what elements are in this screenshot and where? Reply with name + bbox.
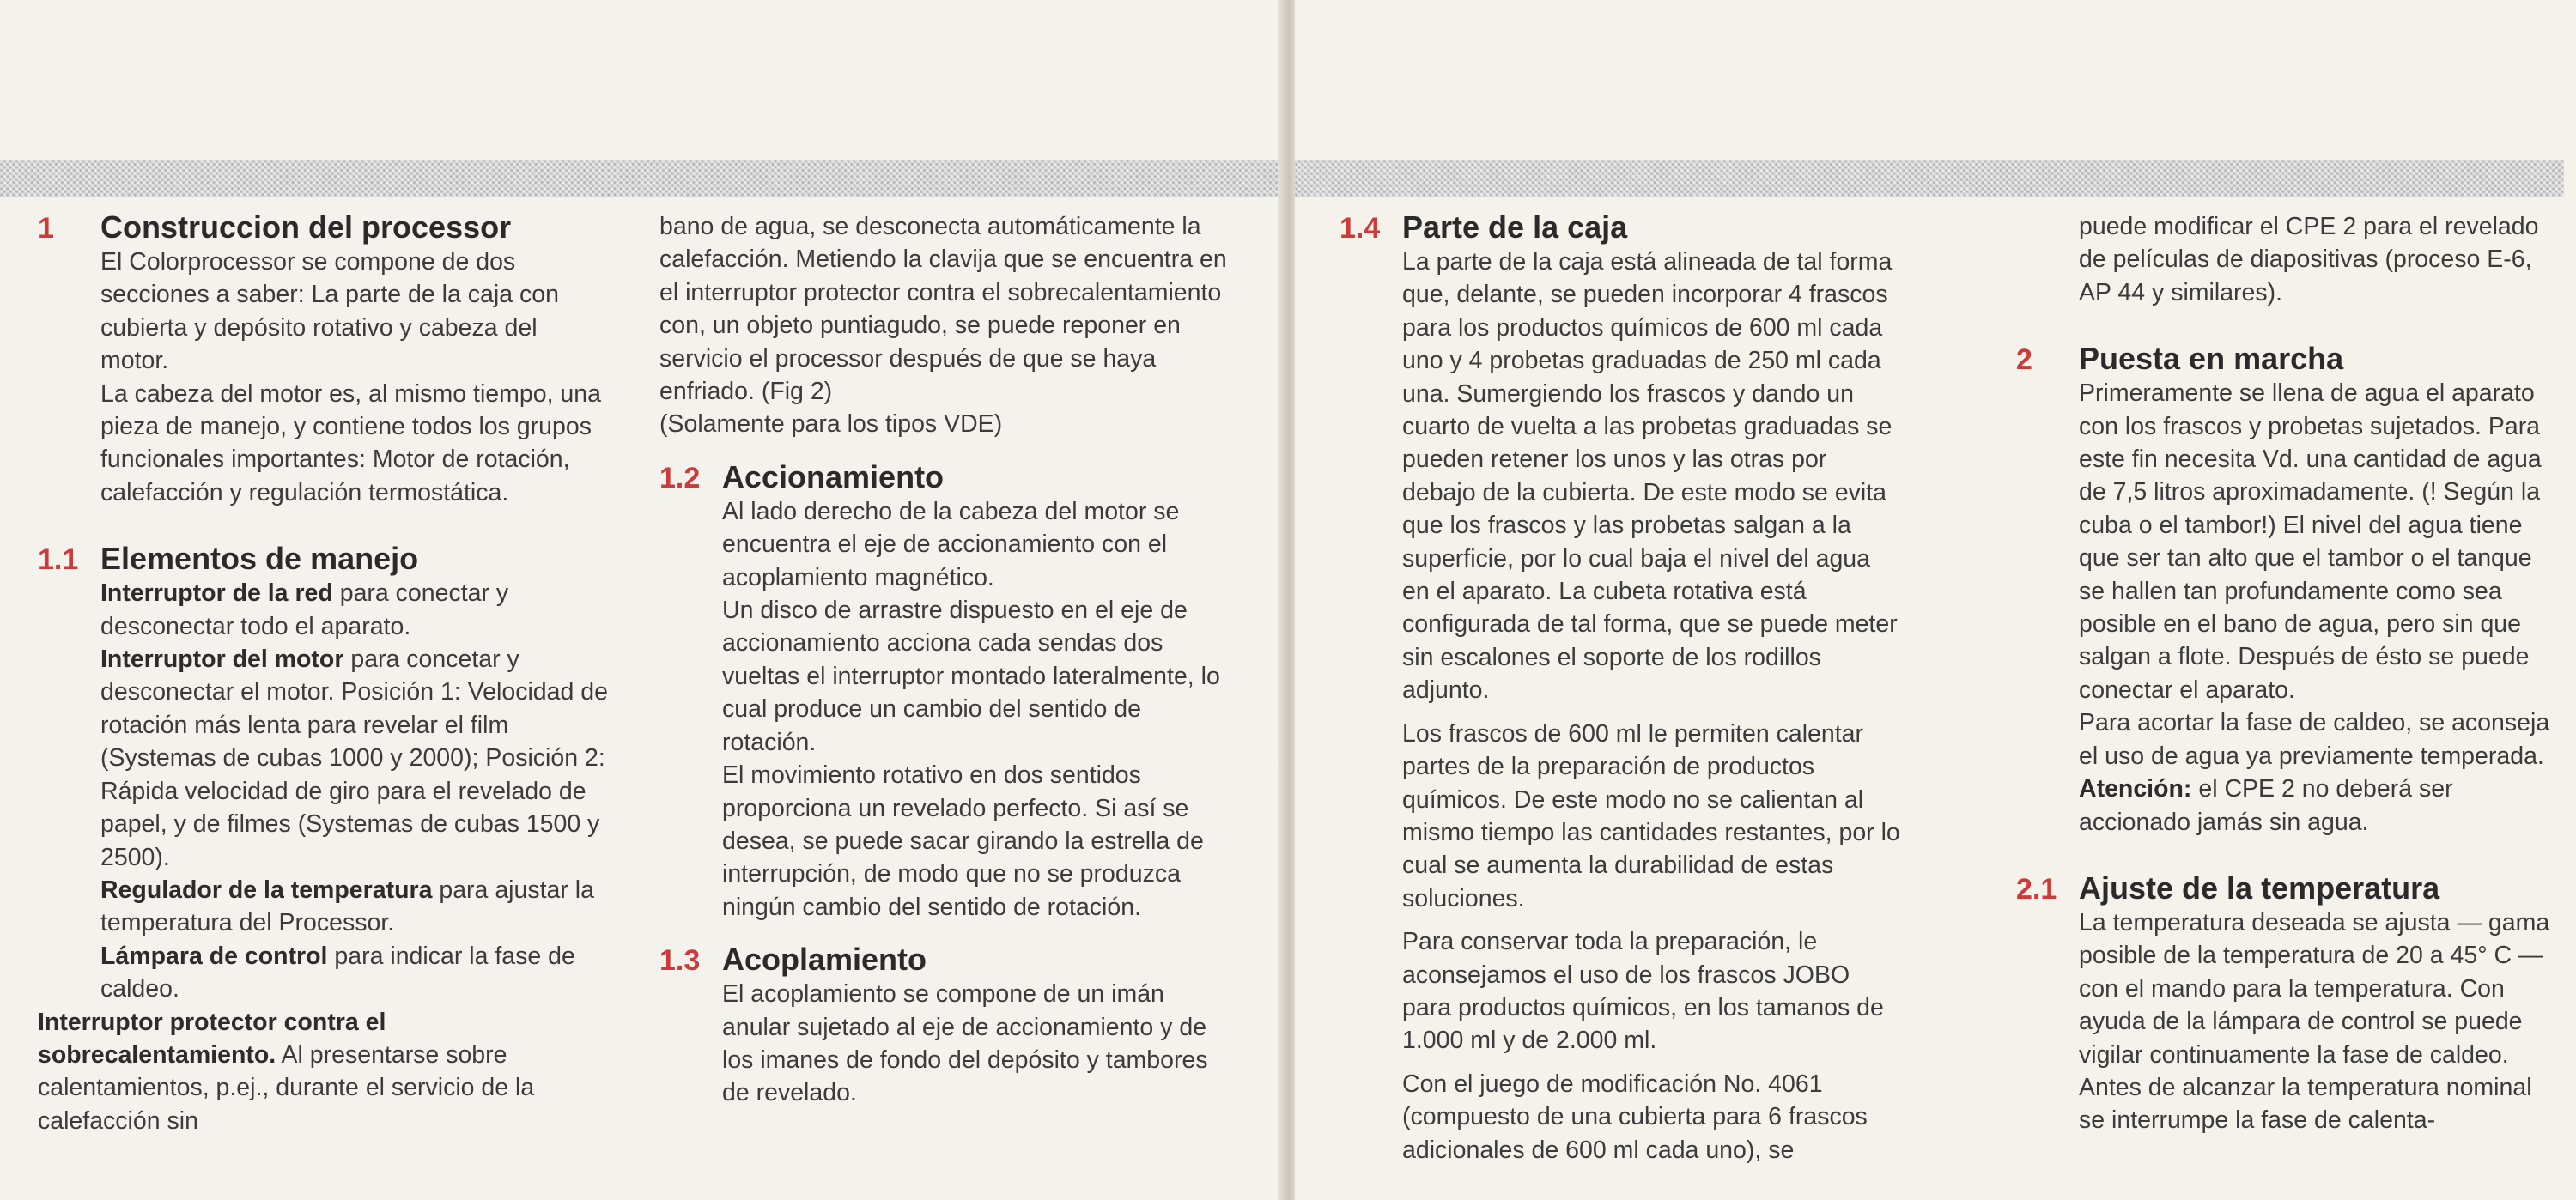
control-item-temperature-regulator [38,874,609,940]
warning-text: el CPE 2 no deberá ser accionado jamás sin agua. [2079,775,2453,836]
section-heading-1-4 [1340,210,1902,245]
control-item-overheat-switch [38,1006,609,1138]
spacer [1340,707,1902,718]
paragraph: bano de agua, se desconecta automáticamente la calefacción. Metiendo la clavija que se encuentra en el interruptor protector contra el sobrecalentamiento con, un objeto puntiagudo, se puede reponer en servicio el processor después de que se haya enfriado. (Fig 2) [659,213,1227,406]
term-description: para concetar y desconectar el motor. Posición 1: Velocidad de rotación más lenta para revelar el film (Systemas de cubas 1000 y 2000); Posición 2: Rápida velocidad de giro para el revelado de papel, y de filmes (Systemas de cubas 1500 y 2500). [100,645,608,871]
paragraph: puede modificar el CPE 2 para el revelado de películas de diapositivas (proceso E-6, AP 44 y similares). [2079,213,2539,306]
paragraph: El movimiento rotativo en dos sentidos proporciona un revelado perfecto. Si así se desea, se puede sacar girando la estrella de interrupción, de modo que no se produzca ningún cambio del sentido de rotación. [722,761,1204,921]
paragraph: El Colorprocessor se compone de dos secciones a saber: La parte de la caja con cubierta y depósito rotativo y cabeza del motor. [100,248,559,375]
term: Interruptor de la red [100,579,333,608]
paragraph: Con el juego de modificación No. 4061 (compuesto de una cubierta para 6 frascos adicionales de 600 ml cada uno), se [1402,1070,1868,1164]
left-column-2 [659,210,1235,1110]
term-description: para indicar la fase de caldeo. [100,942,575,1003]
spacer [2016,839,2550,871]
paragraph: La cabeza del motor es, al mismo tiempo, una pieza de manejo, y contiene todos los grupos funcionales importantes: Motor de rotación, calefacción y regulación termostática. [100,379,601,506]
spacer [2016,309,2550,342]
spacer [38,509,609,542]
section-title: Accionamiento [722,458,945,494]
term: Interruptor protector contra el sobrecalentamiento. [38,1008,386,1069]
right-column-2 [2016,210,2550,1137]
paragraph-warning [2016,773,2550,839]
paragraph: El acoplamiento se compone de un imán anular sujetado al eje de accionamiento y de los imanes de fondo del depósito y tambores de revelado. [722,980,1208,1107]
paragraph: Un disco de arrastre dispuesto en el eje de accionamiento acciona cada sendas dos vueltas el interruptor montado lateralmente, lo cual produce un cambio del sentido de rotación. [722,597,1220,756]
control-item-control-lamp [38,940,609,1006]
control-item-motor-switch [38,643,609,874]
paragraph: La parte de la caja está alineada de tal forma que, delante, se pueden incorporar 4 frascos para los productos químicos de 600 ml cada uno y 4 probetas graduadas de 250 ml cada una. Sumergiendo los frascos y dando un cuarto de vuelta a las probetas graduadas se pueden retener los unos y las otras por debajo de la cubierta. De este modo se evita que los frascos y las probetas salgan a la superficie, por lo cual baja el nivel del agua en el aparato. La cubeta rotativa está configurada de tal forma, que se puede meter sin escalones el soporte de los rodillos adjunto. [1402,248,1898,705]
term: Lámpara de control [100,942,328,970]
header-pattern-band [1295,160,2564,197]
section-title: Puesta en marcha [2079,341,2344,377]
term-description: para conectar y desconectar todo el aparato. [100,579,509,640]
paragraph: Para conservar toda la preparación, le aconsejamos el uso de los frascos JOBO para productos químicos, en los tamanos de 1.000 ml y de 2.000 ml. [1402,928,1884,1055]
left-column-1 [38,210,609,1137]
spacer [1340,915,1902,925]
section-number: 2.1 [2016,872,2057,906]
term: Regulador de la temperatura [100,876,433,904]
paragraph: Los frascos de 600 ml le permiten calentar partes de la preparación de productos químicos. De este modo no se calientan al mismo tiempo las cantidades restantes, por lo cual se aumenta la durabilidad de estas soluciones. [1402,719,1900,912]
spacer [1340,1058,1902,1068]
term-description: Al presentarse sobre calentamientos, p.ej., durante el servicio de la calefacción sin [38,1040,535,1135]
spacer [659,924,1235,942]
section-heading-2 [2016,342,2550,377]
right-column-1 [1340,210,1902,1167]
section-title: Ajuste de la temperatura [2079,870,2440,906]
paragraph: (Solamente para los tipos VDE) [659,410,1003,439]
section-title: Elementos de manejo [100,541,419,577]
paragraph: Para acortar la fase de caldeo, se aconseja el uso de agua ya previamente temperada. [2079,709,2550,770]
section-number: 1 [38,212,54,245]
term: Interruptor del motor [100,645,344,674]
section-number: 1.4 [1340,212,1381,245]
section-heading-1 [38,210,609,245]
control-item-mains-switch [38,577,609,643]
term-description: para ajustar la temperatura del Processor. [100,876,594,937]
section-number: 2 [2016,343,2032,377]
spacer [659,441,1235,460]
paragraph: Primeramente se llena de agua el aparato con los frascos y probetas sujetados. Para este fin necesita Vd. una cantidad de agua de 7,5 litros aproximadamente. (! Según la cuba o el tambor!) El nivel del agua tiene que ser tan alto que el tambor o el tanque se hallen tan profundamente como sea posible en el bano de agua, pero sin que salgan a flote. Después de ésto se puede conectar el aparato. [2079,379,2542,704]
section-number: 1.1 [38,543,79,577]
paragraph: Al lado derecho de la cabeza del motor se encuentra el eje de accionamiento con el acoplamiento magnético. [722,497,1180,591]
left-page [0,0,1281,1200]
section-number: 1.2 [659,461,701,494]
header-pattern-band [0,160,1281,197]
right-page [1295,0,2576,1200]
section-number: 1.3 [659,944,701,978]
section-heading-1-2 [659,460,1235,495]
section-heading-1-3 [659,942,1235,978]
section-title: Construccion del processor [100,209,512,245]
section-heading-1-1 [38,542,609,577]
section-heading-2-1 [2016,871,2550,906]
section-title: Acoplamiento [722,942,927,978]
section-title: Parte de la caja [1402,209,1628,245]
paragraph: La temperatura deseada se ajusta — gama posible de la temperatura de 20 a 45° C — con el mando para la temperatura. Con ayuda de la lámpara de control se puede vigilar continuamente la fase de caldeo. Antes de alcanzar la temperatura nominal se interrumpe la fase de calenta- [2079,908,2550,1135]
warning-label: Atención: [2079,775,2192,803]
